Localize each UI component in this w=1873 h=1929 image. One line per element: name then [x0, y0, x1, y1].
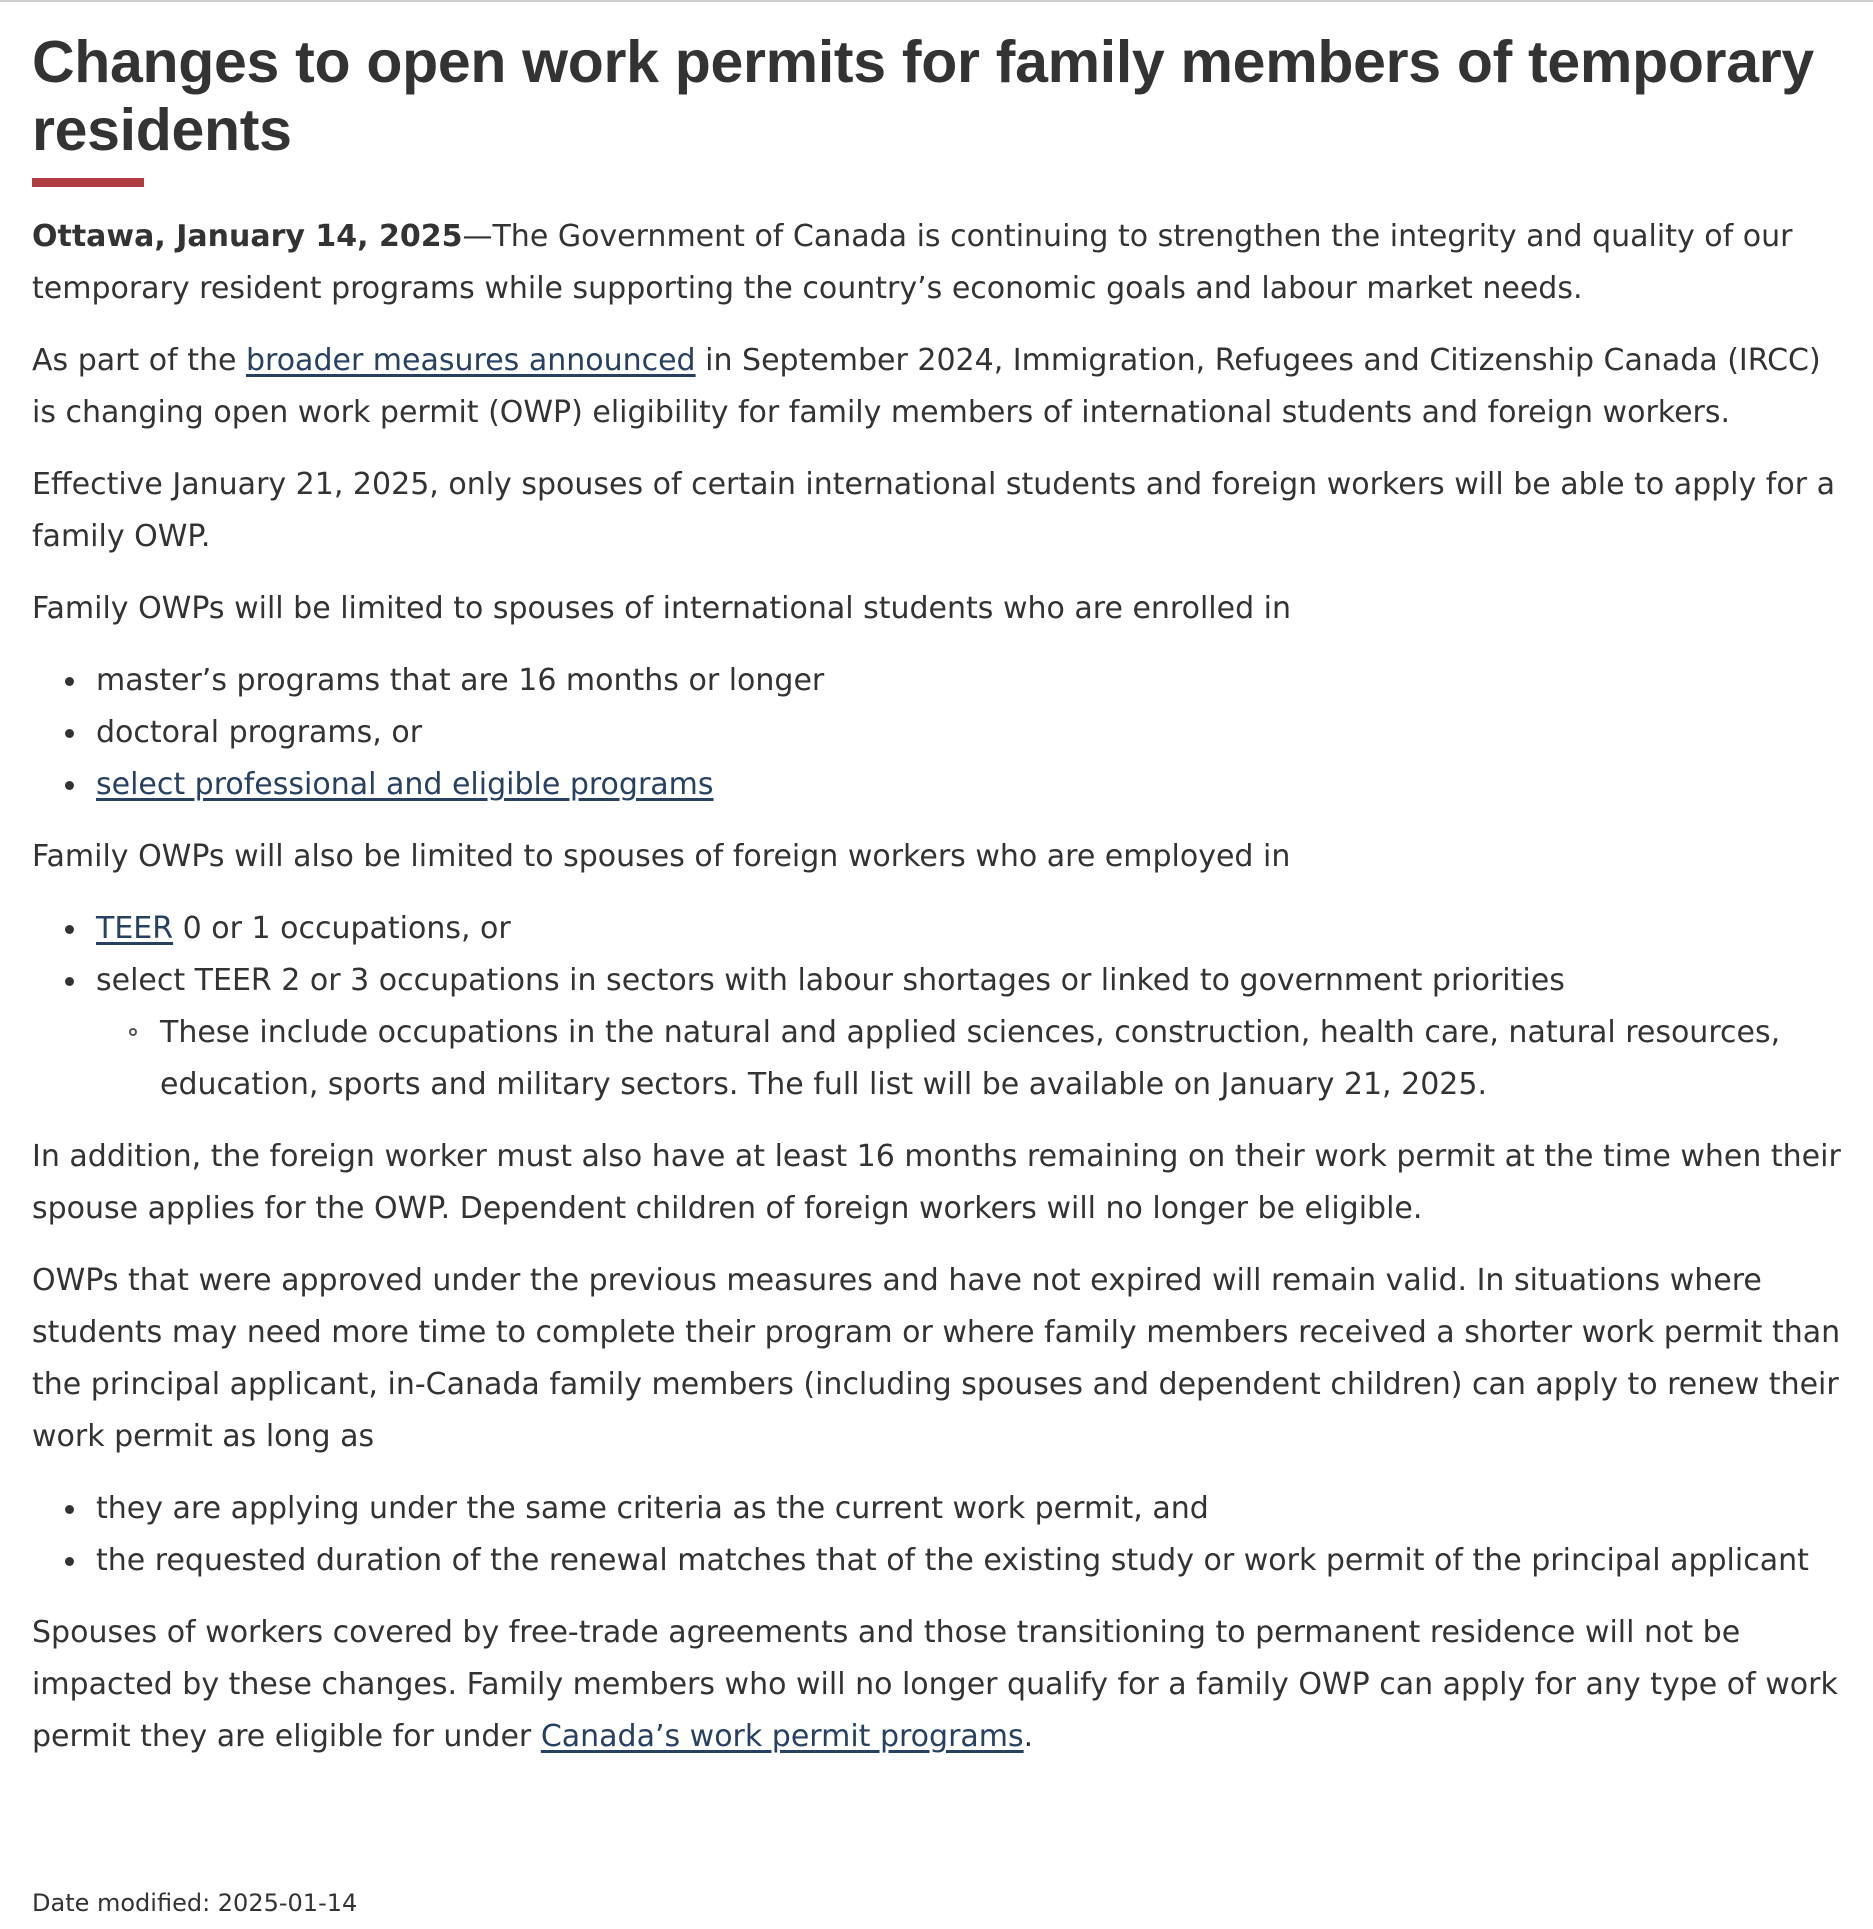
list-item: TEER 0 or 1 occupations, or	[96, 903, 1847, 955]
remaining-months-paragraph: In addition, the foreign worker must also have at least 16 months remaining on their work permit at the time when their spouse applies for the OWP. Dependent children of foreign workers will no longer be eligible.	[32, 1139, 1841, 1226]
title-accent-bar	[32, 178, 144, 187]
page-title: Changes to open work permits for family members of temporary residents	[32, 29, 1814, 163]
list-item: they are applying under the same criteria as the current work permit, and	[96, 1483, 1847, 1535]
list-item	[96, 759, 1847, 811]
dateline: Ottawa, January 14, 2025	[32, 219, 463, 254]
broader-measures-link[interactable]: broader measures announced	[245, 343, 696, 378]
date-modified: Date modified: 2025-01-14	[32, 1889, 358, 1917]
effective-date-paragraph: Effective January 21, 2025, only spouses of certain international students and foreign workers will be able to apply for a family OWP.	[32, 467, 1835, 554]
renewal-conditions-list	[32, 1483, 1847, 1587]
students-list	[32, 655, 1847, 811]
exemptions-paragraph: Spouses of workers covered by free-trade agreements and those transitioning to permanent residence will not be impacted by these changes. Family members who will no longer qualify for a family OWP can apply for any type of work permit they are eligible for under Canada’s work permit programs.	[32, 1615, 1838, 1754]
workers-intro-paragraph: Family OWPs will also be limited to spouses of foreign workers who are employed in	[32, 839, 1291, 874]
sectors-sublist	[96, 1007, 1847, 1111]
list-item: select TEER 2 or 3 occupations in sectors with labour shortages or linked to government priorities These include occupations in the natural and applied sciences, construction, health care, natural resources, education, sports and military sectors. The full list will be available on January 21, 2025.	[96, 955, 1847, 1111]
intro-paragraph	[32, 211, 1847, 315]
list-item: doctoral programs, or	[96, 707, 1847, 759]
students-intro-paragraph: Family OWPs will be limited to spouses of international students who are enrolled in	[32, 591, 1292, 626]
renewal-paragraph: OWPs that were approved under the previous measures and have not expired will remain valid. In situations where students may need more time to complete their program or where family members received a shorter work permit than the principal applicant, in-Canada family members (including spouses and dependent children) can apply to renew their work permit as long as	[32, 1263, 1841, 1454]
list-item: master’s programs that are 16 months or longer	[96, 655, 1847, 707]
article-content	[32, 28, 1847, 1783]
measures-paragraph: As part of the broader measures announced in September 2024, Immigration, Refugees and Citizenship Canada (IRCC) is changing open work permit (OWP) eligibility for family members of international students and foreign workers.	[32, 343, 1821, 430]
teer-link[interactable]: TEER	[96, 911, 174, 946]
list-item: the requested duration of the renewal matches that of the existing study or work permit of the principal applicant	[96, 1535, 1847, 1587]
workers-list	[32, 903, 1847, 1111]
work-permit-programs-link[interactable]: Canada’s work permit programs	[540, 1719, 1024, 1754]
list-item: These include occupations in the natural and applied sciences, construction, health care, natural resources, education, sports and military sectors. The full list will be available on January 21, 2025.	[160, 1007, 1847, 1111]
eligible-programs-link[interactable]: select professional and eligible programs	[96, 767, 714, 802]
top-divider	[0, 0, 1873, 2]
intro-text: —The Government of Canada is continuing to strengthen the integrity and quality of our temporary resident programs while supporting the country’s economic goals and labour market needs.	[32, 219, 1793, 306]
